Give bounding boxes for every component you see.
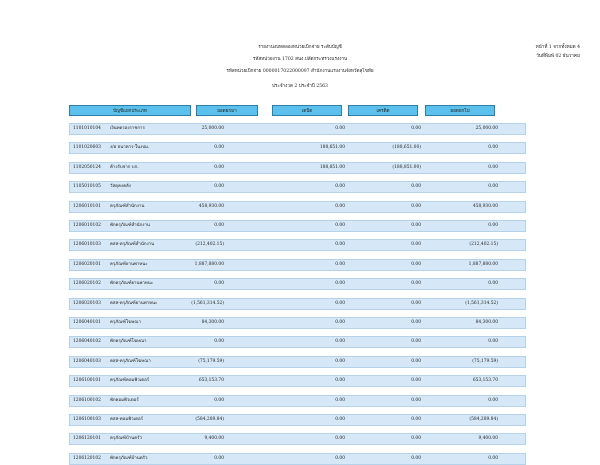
credit-value: 0.00 — [411, 126, 421, 131]
carried-forward-value: 84,300.00 — [475, 320, 498, 325]
column-header-account: บัญชีแยกประเภท — [69, 105, 191, 116]
account-name: ครุภัณฑ์สำนักงาน — [110, 203, 145, 209]
brought-forward-value: (75,179.59) — [198, 358, 224, 364]
credit-value: 0.00 — [411, 378, 421, 384]
account-code: 1102050124 — [73, 164, 101, 170]
debit-value: 0.00 — [335, 242, 345, 248]
account-name: คสส-ครุภัณฑ์โฆษณา — [110, 358, 151, 364]
credit-value: (188,651.00) — [392, 145, 421, 151]
credit-value: 0.00 — [411, 358, 421, 364]
carried-forward-value: 0.00 — [488, 184, 498, 190]
debit-value: 0.00 — [335, 378, 345, 384]
table-row — [69, 414, 526, 426]
credit-value: 0.00 — [411, 417, 421, 422]
carried-forward-value: 0.00 — [488, 339, 498, 345]
carried-forward-value: 653,153.70 — [472, 378, 498, 384]
credit-value: 0.00 — [411, 397, 421, 403]
account-name: คสส-ครุภัณฑ์สำนักงาน — [110, 242, 155, 248]
debit-value: 0.00 — [335, 339, 345, 345]
period-line: ประจำงวด 2 ประจำปี 2563 — [272, 84, 328, 89]
account-code: 1206010102 — [73, 223, 101, 228]
account-code: 1206020101 — [73, 261, 101, 267]
account-name: ครุภัณฑ์บ้านครัว — [110, 436, 142, 442]
brought-forward-value: 84,300.00 — [201, 320, 224, 325]
debit-value: 0.00 — [335, 223, 345, 228]
column-header-debit: เดบิต — [272, 105, 342, 116]
brought-forward-value: 653,153.70 — [198, 378, 224, 384]
debit-value: 0.00 — [335, 436, 345, 442]
disbursing-unit-line: รหัสหน่วยเบิกจ่าย 0000017022000097 สำนักงานแรงงานจังหวัดสุโขทัย — [226, 69, 374, 74]
credit-value: 0.00 — [411, 203, 421, 209]
account-name: พักครุภัณฑ์ยานพาหนะ — [110, 281, 154, 287]
table-row — [69, 201, 526, 213]
account-name: ง/ฝ ธนาคาร-ในงปม. — [110, 145, 150, 151]
account-code: 1206100101 — [73, 378, 101, 384]
credit-value: 0.00 — [411, 455, 421, 461]
carried-forward-value: (584,289.84) — [469, 417, 498, 422]
carried-forward-value: 1,887,880.00 — [468, 261, 498, 267]
table-row — [69, 298, 526, 310]
column-header-carried-forward: ยอดยกไป — [425, 105, 495, 116]
account-name: เงินทดรองราชการ — [110, 126, 145, 131]
account-code: 1105010105 — [73, 184, 101, 190]
debit-value: 188,851.00 — [319, 164, 345, 170]
account-name: ครุภัณฑ์ยานพาหนะ — [110, 261, 148, 267]
account-code: 1101010104 — [73, 126, 101, 131]
brought-forward-value: 25,000.00 — [201, 126, 224, 131]
table-row — [69, 375, 526, 387]
table-row — [69, 142, 526, 154]
account-name: พักครุภัณฑ์สำนักงาน — [110, 223, 150, 228]
account-name: พักคอมพิวเตอร์ — [110, 397, 139, 403]
account-code: 1206010103 — [73, 242, 101, 248]
brought-forward-value: (584,289.84) — [195, 417, 224, 422]
account-name: คสส-คอมพิวเตอร์ — [110, 417, 143, 422]
credit-value: 0.00 — [411, 339, 421, 345]
column-header-brought-forward: ยอดยกมา — [196, 105, 258, 116]
debit-value: 0.00 — [335, 184, 345, 190]
debit-value: 0.00 — [335, 281, 345, 287]
debit-value: 0.00 — [335, 320, 345, 325]
account-code: 1101020603 — [73, 145, 101, 151]
debit-value: 0.00 — [335, 358, 345, 364]
carried-forward-value: (75,179.59) — [472, 358, 498, 364]
brought-forward-value: 0.00 — [214, 455, 224, 461]
table-row — [69, 433, 526, 445]
table-row — [69, 259, 526, 271]
credit-value: (188,851.00) — [392, 164, 421, 170]
credit-value: 0.00 — [411, 261, 421, 267]
table-row — [69, 239, 526, 251]
debit-value: 0.00 — [335, 126, 345, 131]
brought-forward-value: 1,887,880.00 — [194, 261, 224, 267]
account-code: 1206020103 — [73, 300, 101, 306]
table-row — [69, 317, 526, 329]
account-code: 1206100103 — [73, 417, 101, 422]
debit-value: 0.00 — [335, 455, 345, 461]
carried-forward-value: 0.00 — [488, 164, 498, 170]
carried-forward-value: 25,000.00 — [475, 126, 498, 131]
table-row — [69, 278, 526, 290]
table-row — [69, 395, 526, 407]
credit-value: 0.00 — [411, 242, 421, 248]
brought-forward-value: 0.00 — [214, 281, 224, 287]
table-row — [69, 181, 526, 193]
credit-value: 0.00 — [411, 300, 421, 306]
account-name: คสส-ครุภัณฑ์ยานพาหนะ — [110, 300, 158, 306]
table-row — [69, 336, 526, 348]
debit-value: 188,651.00 — [319, 145, 345, 151]
table-row — [69, 220, 526, 232]
carried-forward-value: 9,400.00 — [478, 436, 498, 442]
row-background — [69, 181, 526, 193]
agency-line: รหัสหน่วยงาน 1702 สนง.ปลัดกระทรวงแรงงาน — [252, 57, 348, 62]
brought-forward-value: 0.00 — [214, 184, 224, 190]
page-number: หน้าที่ 1 จากทั้งหมด 4 — [535, 45, 580, 50]
report-title: รายงานงบทดลองหน่วยเบิกจ่าย ระดับบัญชี — [258, 45, 342, 50]
brought-forward-value: 0.00 — [214, 223, 224, 228]
print-date: วันที่พิมพ์ 02 ธันวาคม — [536, 54, 580, 59]
brought-forward-value: 458,930.00 — [198, 203, 224, 209]
debit-value: 0.00 — [335, 203, 345, 209]
carried-forward-value: 458,930.00 — [472, 203, 498, 209]
table-row — [69, 356, 526, 368]
debit-value: 0.00 — [335, 397, 345, 403]
brought-forward-value: 0.00 — [214, 164, 224, 170]
brought-forward-value: 0.00 — [214, 397, 224, 403]
account-code: 1206120102 — [73, 455, 101, 461]
table-row — [69, 453, 526, 465]
carried-forward-value: (1,561,314.52) — [465, 300, 498, 306]
brought-forward-value: 0.00 — [214, 339, 224, 345]
table-row — [69, 123, 526, 135]
credit-value: 0.00 — [411, 184, 421, 190]
credit-value: 0.00 — [411, 223, 421, 228]
table-row — [69, 162, 526, 174]
account-name: พักครุภัณฑ์โฆษณา — [110, 339, 147, 345]
brought-forward-value: (1,561,314.52) — [191, 300, 224, 306]
debit-value: 0.00 — [335, 300, 345, 306]
account-code: 1206040103 — [73, 358, 101, 364]
account-code: 1206100102 — [73, 397, 101, 403]
credit-value: 0.00 — [411, 320, 421, 325]
account-name: ครุภัณฑ์คอมพิวเตอร์ — [110, 378, 150, 384]
account-name: พักครุภัณฑ์บ้านครัว — [110, 455, 148, 461]
carried-forward-value: 0.00 — [488, 145, 498, 151]
account-code: 1206040102 — [73, 339, 101, 345]
carried-forward-value: 0.00 — [488, 281, 498, 287]
brought-forward-value: (212,402.15) — [195, 242, 224, 248]
debit-value: 0.00 — [335, 261, 345, 267]
brought-forward-value: 9,400.00 — [204, 436, 224, 442]
carried-forward-value: (212,402.15) — [469, 242, 498, 248]
credit-value: 0.00 — [411, 281, 421, 287]
credit-value: 0.00 — [411, 436, 421, 442]
account-code: 1206120101 — [73, 436, 101, 442]
debit-value: 0.00 — [335, 417, 345, 422]
account-code: 1206020102 — [73, 281, 101, 287]
account-code: 1206040101 — [73, 320, 101, 325]
carried-forward-value: 0.00 — [488, 455, 498, 461]
account-name: วัสดุคงคลัง — [110, 184, 131, 190]
column-header-credit: เครดิต — [348, 105, 418, 116]
brought-forward-value: 0.00 — [214, 145, 224, 151]
carried-forward-value: 0.00 — [488, 223, 498, 228]
account-name: ครุภัณฑ์โฆษณา — [110, 320, 141, 325]
account-code: 1206010101 — [73, 203, 101, 209]
account-name: ค้างรับจาก บก. — [110, 164, 139, 170]
carried-forward-value: 0.00 — [488, 397, 498, 403]
